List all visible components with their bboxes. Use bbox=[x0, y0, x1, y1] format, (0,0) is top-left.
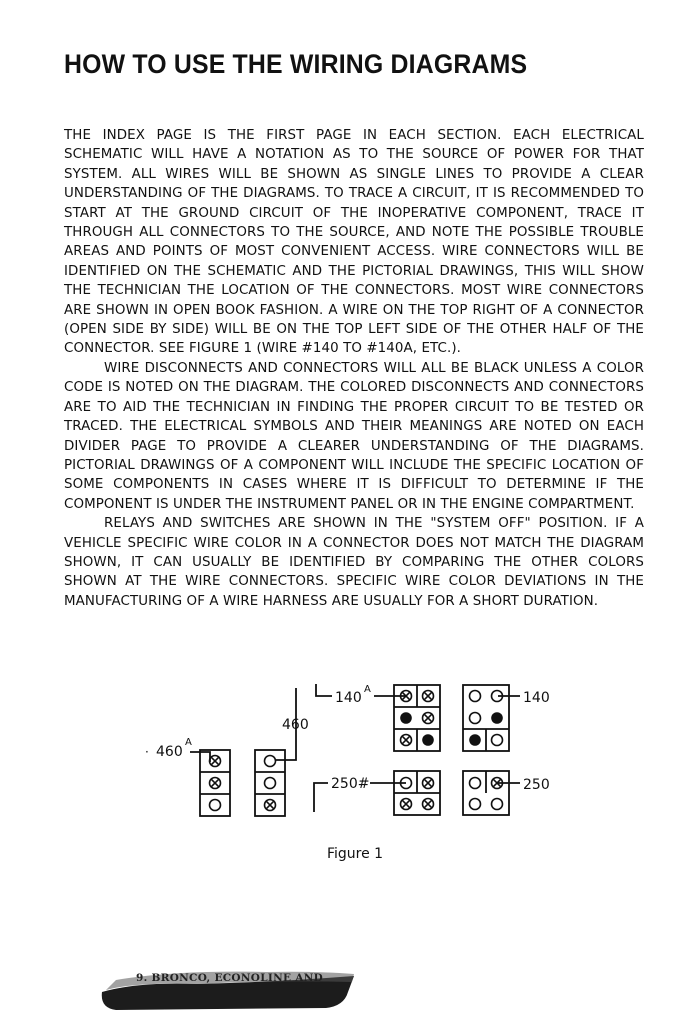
footer-text: 9. BRONCO, ECONOLINE AND bbox=[136, 972, 324, 984]
paragraph-2: WIRE DISCONNECTS AND CONNECTORS WILL ALL BE BLACK UNLESS A COLOR CODE IS NOTED ON THE DIAGRAM. THE COLORED DISCONNECTS AND CONNECTORS ARE TO AID THE TECHNICIAN IN FINDING THE PROPER CIRCUIT TO BE TESTED OR TRACED. THE ELECTRICAL SYMBOLS AND THEIR MEANINGS ARE NOTED ON EACH DIVIDER PAGE TO PROVIDE A CLEARER UNDERSTANDING OF THE DIAGRAMS. PICTORIAL DRAWINGS OF A COMPONENT WILL INCLUDE THE SPECIFIC LOCATION OF SOME COMPONENTS IN CASES WHERE IT IS DIFFICULT TO DETERMINE IF THE COMPONENT IS UNDER THE INSTRUMENT PANEL OR IN THE ENGINE COMPARTMENT. bbox=[64, 360, 644, 512]
pin-o bbox=[265, 778, 276, 789]
pin-filled bbox=[400, 712, 412, 724]
body-text bbox=[64, 126, 644, 611]
pin-o bbox=[470, 799, 481, 810]
wire-460 bbox=[275, 688, 296, 760]
pin-x bbox=[423, 713, 434, 724]
pin-filled bbox=[422, 734, 434, 746]
pin-x bbox=[265, 800, 276, 811]
pin-x bbox=[492, 778, 503, 789]
label-250-hash: 250# bbox=[331, 776, 370, 792]
bullet-dot: · bbox=[145, 745, 149, 759]
pin-o bbox=[210, 800, 221, 811]
wire-250-hash bbox=[314, 783, 328, 812]
label-140: 140 bbox=[523, 690, 550, 706]
pin-o bbox=[492, 799, 503, 810]
label-250: 250 bbox=[523, 777, 550, 793]
pin-o bbox=[470, 713, 481, 724]
pin-x bbox=[210, 756, 221, 767]
wire-140a bbox=[316, 684, 332, 696]
label-140a-sup: A bbox=[364, 684, 371, 695]
paragraph-3: RELAYS AND SWITCHES ARE SHOWN IN THE "SYSTEM OFF" POSITION. IF A VEHICLE SPECIFIC WIRE COLOR IN A CONNECTOR DOES NOT MATCH THE DIAGRAM SHOWN, IT CAN USUALLY BE IDENTIFIED BY COMPARING THE OTHER COLORS SHOWN AT THE WIRE CONNECTORS. SPECIFIC WIRE COLOR DEVIATIONS IN THE MANUFACTURING OF A WIRE HARNESS ARE USUALLY FOR A SHORT DURATION. bbox=[64, 516, 644, 609]
pin-o bbox=[492, 735, 503, 746]
pin-x bbox=[210, 778, 221, 789]
pin-filled bbox=[469, 734, 481, 746]
pin-o bbox=[470, 691, 481, 702]
pin-o bbox=[492, 691, 503, 702]
pin-o bbox=[470, 778, 481, 789]
pin-x bbox=[401, 735, 412, 746]
connector-460 bbox=[255, 750, 285, 816]
connector-140a bbox=[394, 685, 440, 751]
pin-x bbox=[401, 691, 412, 702]
pin-x bbox=[401, 799, 412, 810]
figure-caption: Figure 1 bbox=[326, 846, 384, 862]
wire-460a bbox=[190, 752, 210, 762]
connector-140 bbox=[463, 685, 509, 751]
pin-o bbox=[401, 778, 412, 789]
label-460a-sup: A bbox=[185, 737, 192, 748]
connector-250 bbox=[463, 771, 509, 815]
page-title: HOW TO USE THE WIRING DIAGRAMS bbox=[64, 49, 528, 79]
pin-x bbox=[423, 799, 434, 810]
pin-x bbox=[423, 778, 434, 789]
connector-250-hash bbox=[394, 771, 440, 815]
label-140a: 140 bbox=[335, 690, 362, 706]
label-460: 460 bbox=[282, 717, 309, 733]
pin-o bbox=[265, 756, 276, 767]
label-460a: 460 bbox=[156, 744, 183, 760]
pin-filled bbox=[491, 712, 503, 724]
pin-x bbox=[423, 691, 434, 702]
paragraph-1: THE INDEX PAGE IS THE FIRST PAGE IN EACH SECTION. EACH ELECTRICAL SCHEMATIC WILL HAVE A NOTATION AS TO THE SOURCE OF POWER FOR THAT SYSTEM. ALL WIRES WILL BE SHOWN AS SINGLE LINES TO PROVIDE A CLEAR UNDERSTANDING OF THE DIAGRAMS. TO TRACE A CIRCUIT, IT IS RECOMMENDED TO START AT THE GROUND CIRCUIT OF THE INOPERATIVE COMPONENT, TRACE IT THROUGH ALL CONNECTORS TO THE SOURCE, AND NOTE THE POSSIBLE TROUBLE AREAS AND POINTS OF MOST CONVENIENT ACCESS. WIRE CONNECTORS WILL BE IDENTIFIED ON THE SCHEMATIC AND THE PICTORIAL DRAWINGS, THIS WILL SHOW THE TECHNICIAN THE LOCATION OF THE CONNECTORS. MOST WIRE CONNECTORS ARE SHOWN IN OPEN BOOK FASHION. A WIRE ON THE TOP RIGHT OF A CONNECTOR (OPEN SIDE BY SIDE) WILL BE ON THE TOP LEFT SIDE OF THE OTHER HALF OF THE CONNECTOR. SEE FIGURE 1 (WIRE #140 TO #140A, ETC.). bbox=[64, 128, 644, 357]
connector-460a bbox=[200, 750, 230, 816]
